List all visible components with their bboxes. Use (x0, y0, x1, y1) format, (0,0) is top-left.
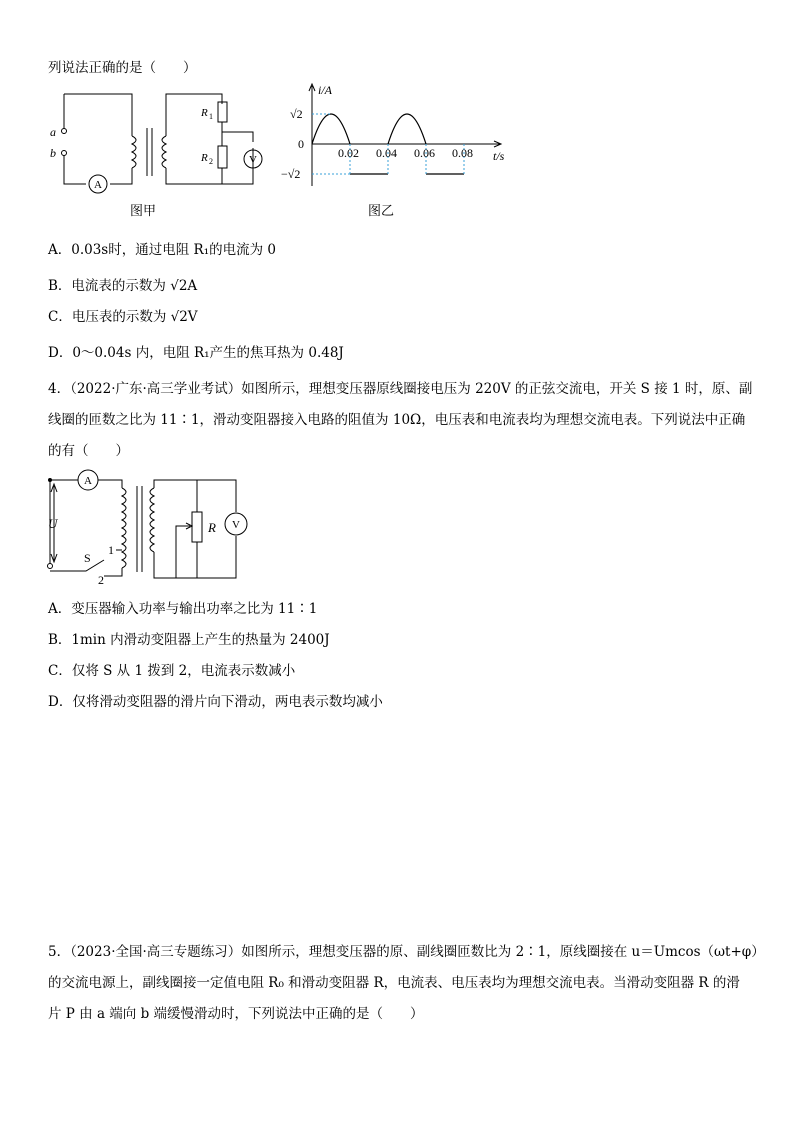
q4-u-label: U (48, 516, 58, 531)
x-tick-0.04: 0.04 (376, 146, 397, 160)
q4-tap1-label: 1 (108, 543, 114, 557)
q4-option-a: A．变压器输入功率与输出功率之比为 11∶1 (48, 601, 318, 617)
voltmeter-label: V (249, 154, 257, 166)
y-tick-neg: −√2 (281, 167, 301, 181)
q3-option-c: C．电压表的示数为 √2V (48, 309, 198, 325)
q4-option-c: C．仅将 S 从 1 拨到 2，电流表示数减小 (48, 663, 296, 679)
y-axis-label: i/A (318, 83, 332, 97)
figure-yi-caption: 图乙 (368, 204, 395, 219)
ammeter-label: A (94, 179, 102, 191)
q5-stem-line1: 5．（2023·全国·高三专题练习）如图所示，理想变压器的原、副线圈匝数比为 2∶1，原线圈接在 u＝Umcos（ωt+φ） (48, 944, 765, 960)
x-tick-0.08: 0.08 (452, 146, 473, 160)
r1-sub: 1 (209, 112, 213, 121)
q4-voltmeter-label: V (232, 519, 240, 531)
q4-r-label: R (208, 520, 216, 535)
q5-stem-line3: 片 P 由 a 端向 b 端缓慢滑动时，下列说法中正确的是（ ） (48, 1006, 424, 1022)
q4-option-d: D．仅将滑动变阻器的滑片向下滑动，两电表示数均减小 (48, 694, 383, 710)
q4-stem-line1: 4．（2022·广东·高三学业考试）如图所示，理想变压器原线圈接电压为 220V 的正弦交流电，开关 S 接 1 时，原、副 (48, 381, 753, 397)
q4-stem-line3: 的有（ ） (48, 443, 129, 459)
q3-option-a: A．0.03s时，通过电阻 R₁的电流为 0 (48, 242, 276, 258)
q4-switch-label: S (84, 551, 91, 565)
q3-stem-tail: 列说法正确的是（ ） (48, 60, 197, 76)
r1-label: R (201, 107, 208, 119)
figure-jia-caption: 图甲 (130, 204, 157, 219)
y-tick-zero: 0 (298, 137, 304, 151)
figure-yi-waveform (278, 78, 518, 190)
q4-ammeter-label: A (84, 475, 92, 487)
x-axis-label: t/s (493, 149, 505, 163)
terminal-b-label: b (50, 146, 56, 160)
figure-jia-circuit (46, 86, 276, 196)
q4-circuit (40, 466, 250, 586)
x-tick-0.02: 0.02 (338, 146, 359, 160)
q4-stem-line2: 线圈的匝数之比为 11∶1，滑动变阻器接入电路的阻值为 10Ω，电压表和电流表均为理想交流电表。下列说法中正确 (48, 412, 746, 428)
y-tick-pos: √2 (290, 107, 303, 121)
q5-stem-line2: 的交流电源上，副线圈接一定值电阻 R₀ 和滑动变阻器 R，电流表、电压表均为理想交流电表。当滑动变阻器 R 的滑 (48, 975, 740, 991)
x-tick-0.06: 0.06 (414, 146, 435, 160)
q3-option-d: D．0～0.04s 内，电阻 R₁产生的焦耳热为 0.48J (48, 345, 344, 361)
terminal-a-label: a (50, 125, 56, 139)
r2-sub: 2 (209, 157, 213, 166)
q4-option-b: B．1min 内滑动变阻器上产生的热量为 2400J (48, 632, 330, 648)
q3-option-b: B．电流表的示数为 √2A (48, 278, 198, 294)
q4-tap2-label: 2 (98, 573, 104, 586)
r2-label: R (201, 152, 208, 164)
